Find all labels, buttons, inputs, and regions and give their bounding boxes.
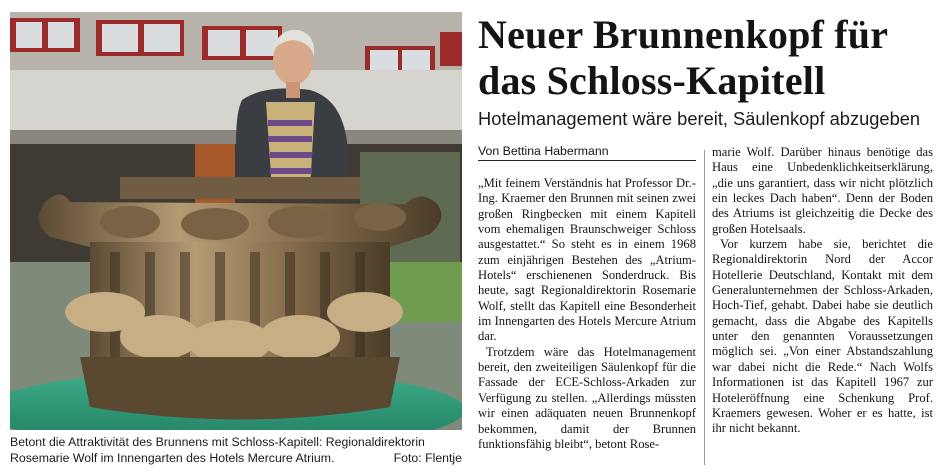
column-divider [704, 150, 705, 465]
headline-line-2: das Schloss-Kapitell [478, 58, 826, 103]
article-headline [478, 12, 933, 104]
article-photo [10, 12, 462, 430]
article-byline: Von Bettina Habermann [478, 144, 696, 161]
photo-credit: Foto: Flentje [393, 451, 462, 465]
headline-line-1: Neuer Brunnenkopf für [478, 12, 889, 57]
schloss-capital [39, 177, 442, 420]
article-column-2 [712, 145, 933, 437]
paragraph: „Mit feinem Verständnis hat Professor Dr.-Ing. Kraemer den Brunnen mit seinen zwei großen Ringbecken mit einem Kapitell vom ehemaligen Braunschweiger Schloss ausgestattet.“ So steht es in einem 1968 zum einjährigen Bestehen des „Atrium-Hotels“ erschienenen Sonderdruck. Bis heute, sagt Regionaldirektorin Rosemarie Wolf, stellt das Kapitell eine Besonderheit im Innengarten des Hotels Mercure Atrium dar. [478, 176, 696, 344]
caption-line-1: Betont die Attraktivität des Brunnens mit Schloss-Kapitell: Regionaldirektorin [10, 435, 425, 449]
article-column-1 [478, 176, 696, 452]
caption-line-2: Rosemarie Wolf im Innengarten des Hotels Mercure Atrium. [10, 451, 335, 465]
paragraph: Trotzdem wäre das Hotelmanagement bereit, den zweiteiligen Säulenkopf für die Fassade der ECE-Schloss-Arkaden zur Verfügung zu stellen. „Allerdings müssten wir einen adäquaten neuen Brunnenkopf bekommen, damit der Brunnen funktionsfähig bleibt“, betont Rose- [478, 344, 696, 451]
paragraph: Vor kurzem habe sie, berichtet die Regionaldirektorin Nord der Accor Hotellerie Deutschland, Kontakt mit dem Generalunternehmen der Schloss-Arkaden, Hoch-Tief, gehabt. Dabei habe sie deutlich gemacht, dass die Abgabe des Kapitells unter den genannten Voraussetzungen möglich sei. „Von einer Abstandszahlung war dabei nicht die Rede.“ Nach Wolfs Informationen ist das Kapitell 1967 zur Hoteleröffnung eine Schenkung Prof. Kraemers gewesen. Woher er es hatte, ist ihr nicht bekannt. [712, 237, 933, 436]
article-subheadline: Hotelmanagement wäre bereit, Säulenkopf abzugeben [478, 108, 921, 129]
photo-caption [10, 434, 462, 466]
paragraph: marie Wolf. Darüber hinaus benötige das Haus eine Unbedenklichkeitserklärung, „die uns garantiert, dass wir nicht plötzlich ein leckes Dach haben“. Denn der Boden des Atriums ist gleichzeitig die Decke des großen Hotelsaals. [712, 145, 933, 236]
